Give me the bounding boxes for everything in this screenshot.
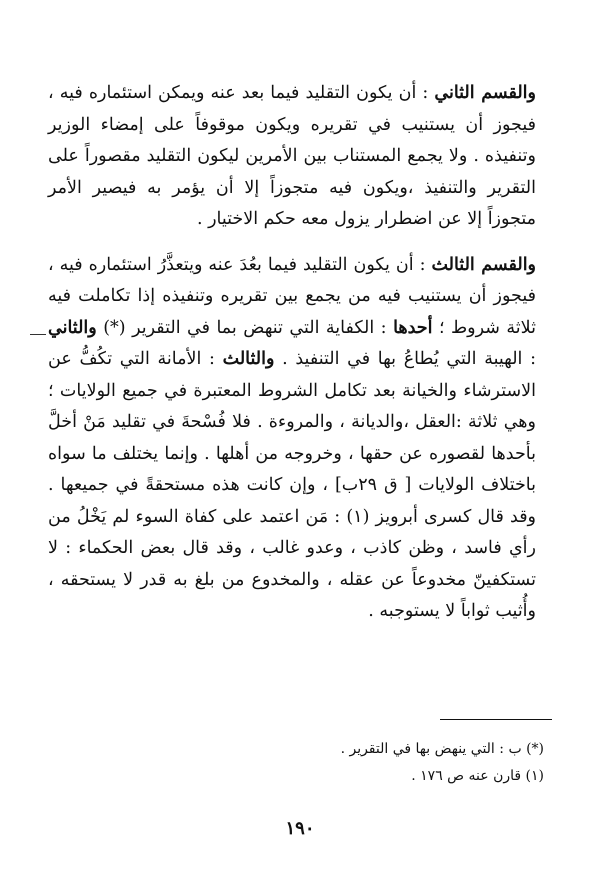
condition-label-second: والثاني	[48, 317, 97, 338]
condition-label-first: أحدها	[393, 317, 433, 338]
section-heading-third: والقسم الثالث	[431, 254, 537, 275]
paragraph-third-section	[48, 250, 552, 628]
footnotes	[48, 736, 544, 790]
page-number: ١٩٠	[285, 818, 315, 839]
paragraph-text: : الكفاية التي تنهض بما في التقرير (*)	[96, 317, 394, 338]
footnote-divider	[440, 719, 552, 720]
section-heading-second: والقسم الثاني	[434, 83, 536, 103]
paragraph-text: : أن يكون التقليد فيما بعد عنه ويمكن استئماره فيه ، فيجوز أن يستنيب في تقريره ويكون موقوفاً على إمضاء الوزير وتنفيذه . ولا يجمع المستناب بين الأمرين ليكون التقليد مقصوراً على التقرير والتنفيذ ،ويكون فيه متجوزاً إلا أن يؤمر به فيصير الأمر متجوزاً إلا عن اضطرار يزول معه حكم الاختيار .	[48, 83, 536, 229]
paragraph-text: : الأمانة التي تكُفُّ عن الاسترشاء والخيانة بعد تكامل الشروط المعتبرة في جميع الولايات ؛ وهي ثلاثة :العقل ،والديانة ، والمروءة . فلا فُسْحةَ في تقليد مَنْ أخلَّ بأحدها لقصوره عن حقها ، وخروجه من أهلها . وإنما يختلف ما سواه باختلاف الولايات [ ق ٢٩ب] ، وإن كانت هذه مستحقةً في جميعها . وقد قال كسرى أبرويز (١) : مَن اعتمد على كفاة السوء لم يَخْلُ من رأي فاسد ، وظن كاذب ، وعدو غالب ، وقد قال بعض الحكماء : لا تستكفينّ مخدوعاً عن عقله ، والمخدوع من بلغ به قدر لا يستحقه ، وأُثيب ثواباً لا يستوجبه .	[48, 349, 537, 621]
condition-label-third: والثالث	[222, 349, 275, 369]
paragraph-second-section	[48, 78, 552, 236]
margin-mark	[30, 334, 46, 335]
paragraph-text: : الهيبة التي يُطاعُ بها في التنفيذ .	[274, 349, 536, 369]
paragraph-text: : أن يكون التقليد فيما بعُدَ عنه ويتعذَّرُ استئماره فيه ، فيجوز أن يستنيب فيه من يجمع بين تقريره وتنفيذه إذا تكاملت فيه ثلاثة شروط ؛	[48, 254, 536, 338]
footnote-one: (١) قارن عنه ص ١٧٦ .	[411, 768, 544, 784]
footnote-star: (*) ب : التي ينهض بها في التقرير .	[340, 741, 544, 757]
main-text	[48, 78, 552, 628]
